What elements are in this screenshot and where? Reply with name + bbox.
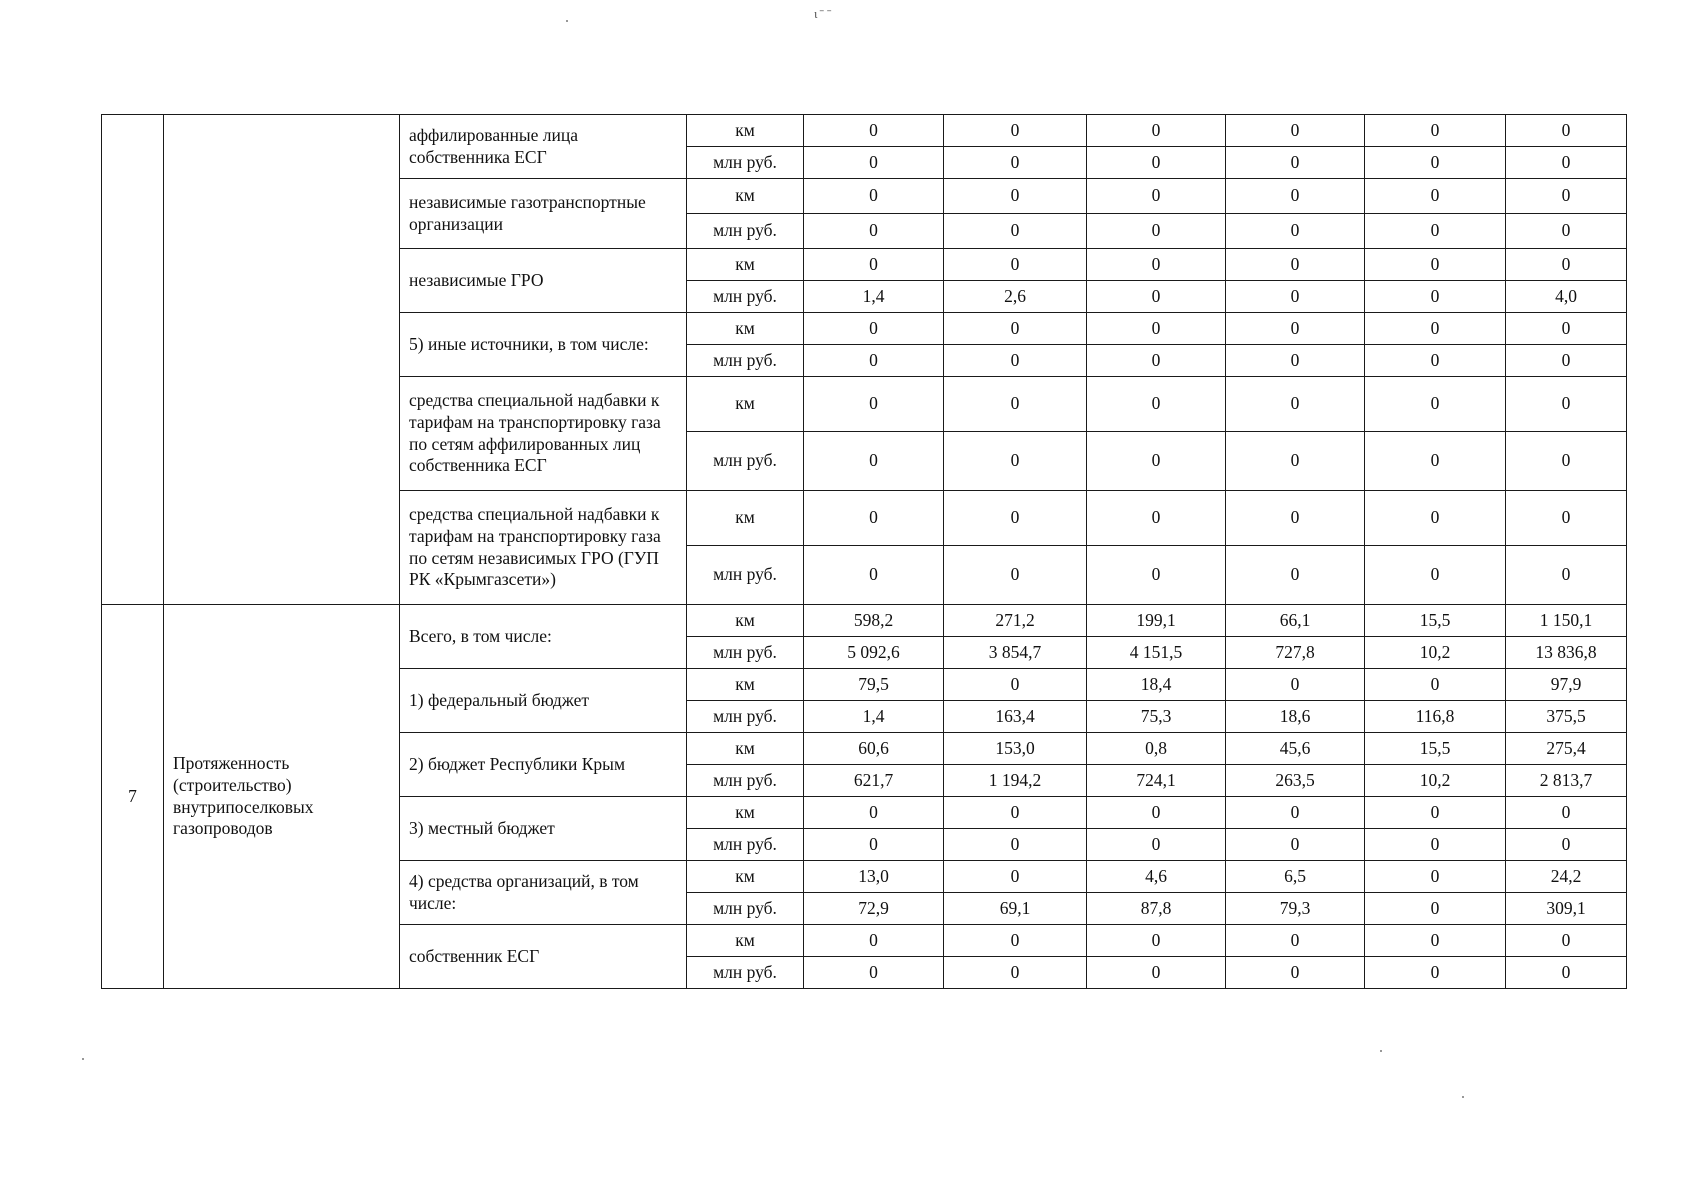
value-cell: 724,1 (1087, 765, 1226, 797)
value-cell: 0 (944, 861, 1087, 893)
value-cell: 0 (944, 147, 1087, 179)
table-row (102, 605, 1627, 637)
value-cell: 0 (1365, 797, 1506, 829)
funding-source-cell: 5) иные источники, в том числе: (400, 313, 687, 377)
value-cell: 10,2 (1365, 765, 1506, 797)
value-cell: 0 (1506, 313, 1627, 345)
value-cell: 0,8 (1087, 733, 1226, 765)
value-cell: 0 (804, 214, 944, 249)
value-cell: 0 (1087, 281, 1226, 313)
value-cell: 0 (1365, 829, 1506, 861)
value-cell: 0 (1506, 249, 1627, 281)
value-cell: 598,2 (804, 605, 944, 637)
value-cell: 87,8 (1087, 893, 1226, 925)
value-cell: 0 (804, 377, 944, 432)
funding-source-cell: собственник ЕСГ (400, 925, 687, 989)
gas-pipeline-funding-table (101, 114, 1627, 989)
value-cell: 0 (944, 546, 1087, 605)
value-cell: 0 (1226, 797, 1365, 829)
value-cell: 72,9 (804, 893, 944, 925)
unit-cell: млн руб. (687, 432, 804, 491)
value-cell: 0 (1506, 925, 1627, 957)
value-cell: 0 (1087, 432, 1226, 491)
unit-cell: км (687, 669, 804, 701)
value-cell: 0 (1087, 491, 1226, 546)
value-cell: 0 (1087, 829, 1226, 861)
value-cell: 199,1 (1087, 605, 1226, 637)
value-cell: 0 (1087, 377, 1226, 432)
value-cell: 0 (804, 115, 944, 147)
table-row (102, 115, 1627, 147)
scan-speck (1380, 1050, 1382, 1052)
value-cell: 10,2 (1365, 637, 1506, 669)
value-cell: 0 (1506, 797, 1627, 829)
value-cell: 0 (1087, 797, 1226, 829)
unit-cell: млн руб. (687, 345, 804, 377)
value-cell: 0 (1226, 214, 1365, 249)
value-cell: 0 (804, 249, 944, 281)
value-cell: 0 (1087, 147, 1226, 179)
value-cell: 0 (1506, 546, 1627, 605)
row-number-cell: 7 (102, 605, 164, 989)
funding-source-cell: 4) средства организаций, в том числе: (400, 861, 687, 925)
value-cell: 0 (944, 377, 1087, 432)
unit-cell: км (687, 491, 804, 546)
funding-source-cell: средства специальной надбавки к тарифам на транспортировку газа по сетям независимых ГРО (ГУП РК «Крымгазсети») (400, 491, 687, 605)
value-cell: 15,5 (1365, 605, 1506, 637)
unit-cell: км (687, 115, 804, 147)
value-cell: 0 (1226, 957, 1365, 989)
value-cell: 0 (944, 829, 1087, 861)
value-cell: 0 (1226, 249, 1365, 281)
value-cell: 0 (1506, 345, 1627, 377)
value-cell: 2 813,7 (1506, 765, 1627, 797)
value-cell: 18,4 (1087, 669, 1226, 701)
value-cell: 2,6 (944, 281, 1087, 313)
funding-source-cell: аффилированные лица собственника ЕСГ (400, 115, 687, 179)
unit-cell: млн руб. (687, 214, 804, 249)
value-cell: 4,6 (1087, 861, 1226, 893)
unit-cell: км (687, 313, 804, 345)
unit-cell: км (687, 179, 804, 214)
funding-source-cell: независимые газотранспортные организации (400, 179, 687, 249)
unit-cell: млн руб. (687, 147, 804, 179)
value-cell: 0 (1365, 491, 1506, 546)
unit-cell: млн руб. (687, 281, 804, 313)
funding-source-cell: 1) федеральный бюджет (400, 669, 687, 733)
unit-cell: км (687, 377, 804, 432)
value-cell: 0 (1087, 115, 1226, 147)
value-cell: 0 (804, 491, 944, 546)
indicator-cell: Протяженность (строительство) внутрипоселковых газопроводов (164, 605, 400, 989)
value-cell: 0 (1365, 281, 1506, 313)
value-cell: 0 (1226, 432, 1365, 491)
value-cell: 0 (1087, 957, 1226, 989)
value-cell: 0 (1087, 214, 1226, 249)
value-cell: 0 (1506, 214, 1627, 249)
value-cell: 0 (1226, 345, 1365, 377)
value-cell: 60,6 (804, 733, 944, 765)
value-cell: 0 (1226, 115, 1365, 147)
unit-cell: км (687, 605, 804, 637)
value-cell: 163,4 (944, 701, 1087, 733)
value-cell: 0 (804, 829, 944, 861)
value-cell: 66,1 (1226, 605, 1365, 637)
value-cell: 0 (1506, 432, 1627, 491)
value-cell: 0 (1226, 147, 1365, 179)
value-cell: 3 854,7 (944, 637, 1087, 669)
value-cell: 0 (1365, 147, 1506, 179)
value-cell: 0 (1365, 115, 1506, 147)
unit-cell: млн руб. (687, 957, 804, 989)
value-cell: 0 (1087, 179, 1226, 214)
unit-cell: млн руб. (687, 893, 804, 925)
value-cell: 13,0 (804, 861, 944, 893)
value-cell: 0 (1226, 669, 1365, 701)
row-number-cell (102, 115, 164, 605)
value-cell: 0 (1506, 147, 1627, 179)
unit-cell: км (687, 925, 804, 957)
value-cell: 4,0 (1506, 281, 1627, 313)
value-cell: 0 (1087, 925, 1226, 957)
value-cell: 0 (1226, 491, 1365, 546)
value-cell: 0 (1365, 861, 1506, 893)
value-cell: 0 (1506, 829, 1627, 861)
scan-speck (1462, 1096, 1464, 1098)
value-cell: 0 (1365, 179, 1506, 214)
unit-cell: км (687, 861, 804, 893)
unit-cell: млн руб. (687, 637, 804, 669)
value-cell: 0 (1365, 345, 1506, 377)
unit-cell: км (687, 797, 804, 829)
value-cell: 0 (1506, 491, 1627, 546)
value-cell: 75,3 (1087, 701, 1226, 733)
value-cell: 0 (1506, 179, 1627, 214)
table-body (102, 115, 1627, 989)
unit-cell: млн руб. (687, 701, 804, 733)
value-cell: 0 (1087, 345, 1226, 377)
value-cell: 45,6 (1226, 733, 1365, 765)
value-cell: 0 (944, 491, 1087, 546)
value-cell: 621,7 (804, 765, 944, 797)
value-cell: 0 (1506, 377, 1627, 432)
value-cell: 0 (1365, 669, 1506, 701)
value-cell: 263,5 (1226, 765, 1365, 797)
value-cell: 0 (804, 957, 944, 989)
value-cell: 0 (944, 957, 1087, 989)
value-cell: 18,6 (1226, 701, 1365, 733)
value-cell: 0 (1365, 214, 1506, 249)
unit-cell: млн руб. (687, 829, 804, 861)
page-mark: ι ̄ ˉ (814, 6, 833, 21)
value-cell: 0 (1365, 546, 1506, 605)
value-cell: 0 (944, 115, 1087, 147)
value-cell: 116,8 (1365, 701, 1506, 733)
value-cell: 0 (804, 432, 944, 491)
unit-cell: млн руб. (687, 765, 804, 797)
value-cell: 79,3 (1226, 893, 1365, 925)
value-cell: 97,9 (1506, 669, 1627, 701)
value-cell: 0 (1226, 281, 1365, 313)
value-cell: 1 150,1 (1506, 605, 1627, 637)
value-cell: 79,5 (804, 669, 944, 701)
value-cell: 0 (944, 249, 1087, 281)
value-cell: 0 (944, 925, 1087, 957)
value-cell: 0 (944, 345, 1087, 377)
value-cell: 0 (1087, 546, 1226, 605)
value-cell: 0 (1226, 377, 1365, 432)
value-cell: 0 (1365, 925, 1506, 957)
value-cell: 1,4 (804, 701, 944, 733)
value-cell: 0 (1506, 115, 1627, 147)
value-cell: 1,4 (804, 281, 944, 313)
value-cell: 0 (804, 345, 944, 377)
funding-source-cell: Всего, в том числе: (400, 605, 687, 669)
unit-cell: млн руб. (687, 546, 804, 605)
value-cell: 69,1 (944, 893, 1087, 925)
funding-source-cell: 3) местный бюджет (400, 797, 687, 861)
value-cell: 0 (944, 179, 1087, 214)
value-cell: 15,5 (1365, 733, 1506, 765)
value-cell: 0 (1226, 179, 1365, 214)
value-cell: 0 (1226, 925, 1365, 957)
value-cell: 0 (1226, 313, 1365, 345)
value-cell: 0 (1365, 377, 1506, 432)
value-cell: 0 (1365, 893, 1506, 925)
value-cell: 0 (1365, 432, 1506, 491)
value-cell: 275,4 (1506, 733, 1627, 765)
value-cell: 0 (944, 669, 1087, 701)
value-cell: 13 836,8 (1506, 637, 1627, 669)
value-cell: 0 (1226, 546, 1365, 605)
value-cell: 6,5 (1226, 861, 1365, 893)
value-cell: 0 (1506, 957, 1627, 989)
value-cell: 24,2 (1506, 861, 1627, 893)
value-cell: 375,5 (1506, 701, 1627, 733)
value-cell: 309,1 (1506, 893, 1627, 925)
value-cell: 0 (1365, 957, 1506, 989)
value-cell: 0 (804, 797, 944, 829)
scan-speck (82, 1058, 84, 1060)
value-cell: 0 (804, 546, 944, 605)
value-cell: 0 (1087, 313, 1226, 345)
funding-source-cell: независимые ГРО (400, 249, 687, 313)
scan-speck (566, 20, 568, 22)
value-cell: 0 (1087, 249, 1226, 281)
value-cell: 4 151,5 (1087, 637, 1226, 669)
value-cell: 0 (804, 313, 944, 345)
value-cell: 0 (804, 179, 944, 214)
value-cell: 0 (804, 147, 944, 179)
indicator-cell (164, 115, 400, 605)
value-cell: 0 (944, 214, 1087, 249)
value-cell: 0 (1365, 313, 1506, 345)
value-cell: 271,2 (944, 605, 1087, 637)
value-cell: 1 194,2 (944, 765, 1087, 797)
funding-source-cell: 2) бюджет Республики Крым (400, 733, 687, 797)
value-cell: 5 092,6 (804, 637, 944, 669)
value-cell: 0 (944, 797, 1087, 829)
value-cell: 0 (1365, 249, 1506, 281)
value-cell: 727,8 (1226, 637, 1365, 669)
value-cell: 0 (804, 925, 944, 957)
unit-cell: км (687, 733, 804, 765)
unit-cell: км (687, 249, 804, 281)
value-cell: 0 (1226, 829, 1365, 861)
value-cell: 0 (944, 313, 1087, 345)
value-cell: 153,0 (944, 733, 1087, 765)
funding-source-cell: средства специальной надбавки к тарифам на транспортировку газа по сетям аффилированных лиц собственника ЕСГ (400, 377, 687, 491)
value-cell: 0 (944, 432, 1087, 491)
